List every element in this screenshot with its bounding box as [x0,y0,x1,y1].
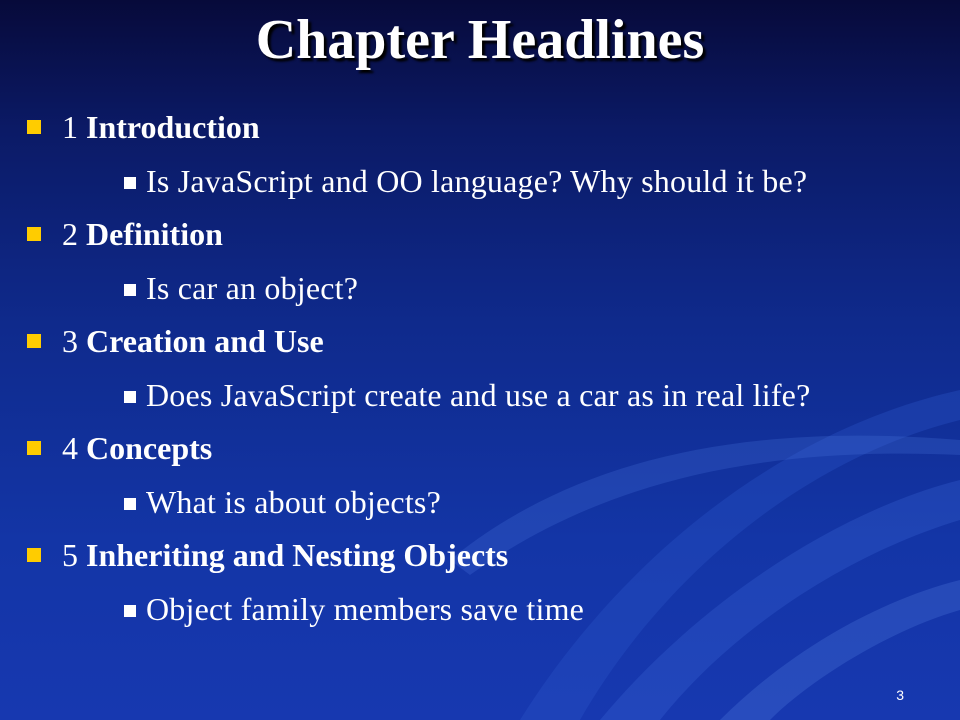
chapter-question: Is car an object? [146,270,359,306]
chapter-heading: Concepts [86,430,213,466]
square-bullet-icon [124,284,136,296]
slide-title: Chapter Headlines [255,9,705,71]
square-bullet-icon [124,498,136,510]
chapter-question: What is about objects? [146,484,441,520]
square-bullet-icon [27,548,41,562]
square-bullet-icon [27,441,41,455]
page-number: 3 [896,687,904,703]
chapter-question: Object family members save time [146,591,585,627]
chapter-heading: Definition [86,216,223,252]
chapter-number: 4 [62,430,78,466]
square-bullet-icon [124,177,136,189]
square-bullet-icon [27,227,41,241]
chapter-heading: Inheriting and Nesting Objects [86,537,509,573]
chapter-heading: Creation and Use [86,323,324,359]
chapter-number: 3 [62,323,78,359]
chapter-question: Does JavaScript create and use a car as in real life? [146,377,811,413]
square-bullet-icon [27,120,41,134]
chapter-heading: Introduction [86,109,260,145]
chapter-question: Is JavaScript and OO language? Why should it be? [146,163,808,199]
chapter-number: 2 [62,216,78,252]
square-bullet-icon [124,605,136,617]
square-bullet-icon [124,391,136,403]
square-bullet-icon [27,334,41,348]
chapter-number: 1 [62,109,78,145]
chapter-number: 5 [62,537,78,573]
